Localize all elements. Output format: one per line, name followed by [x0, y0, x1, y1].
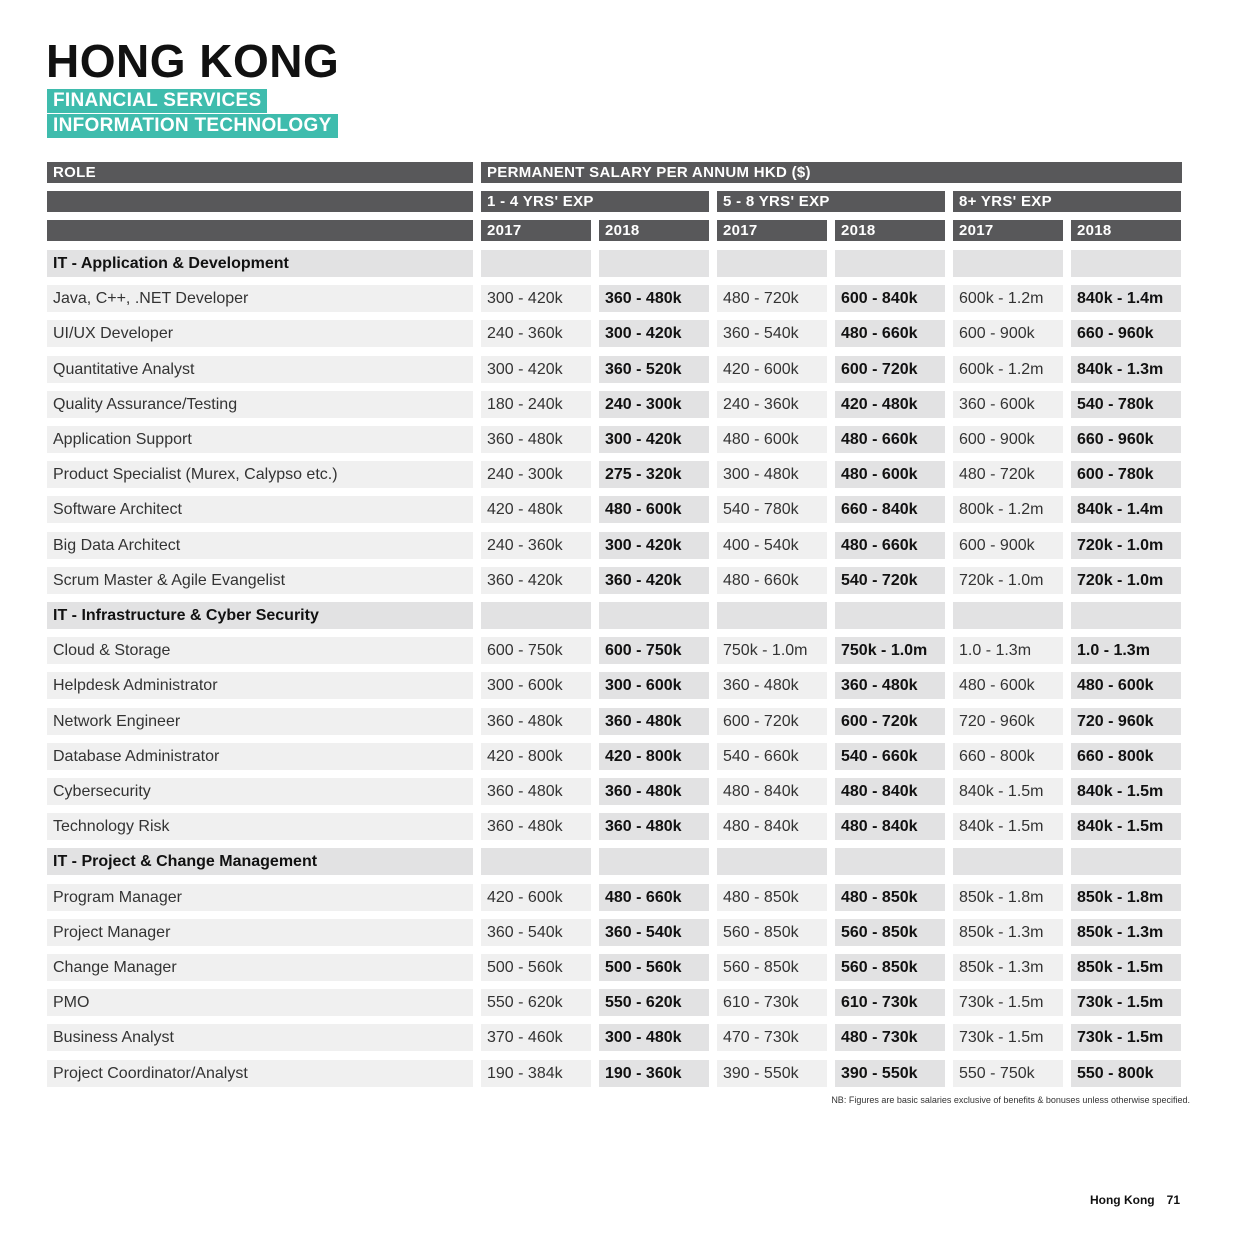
- salary-2018-cell: 660 - 960k: [1071, 426, 1181, 453]
- salary-2018-cell: 600 - 840k: [835, 285, 945, 312]
- salary-2018-cell: 550 - 620k: [599, 989, 709, 1016]
- salary-2017-cell: 850k - 1.3m: [953, 919, 1063, 946]
- salary-2017-cell: 300 - 420k: [481, 285, 591, 312]
- salary-2018-cell: 390 - 550k: [835, 1060, 945, 1087]
- salary-2017-cell: 480 - 600k: [953, 672, 1063, 699]
- role-label: Cloud & Storage: [47, 637, 473, 664]
- salary-2018-cell: 480 - 600k: [1071, 672, 1181, 699]
- salary-header: PERMANENT SALARY PER ANNUM HKD ($): [481, 162, 1182, 183]
- role-label: Application Support: [47, 426, 473, 453]
- role-label: Business Analyst: [47, 1024, 473, 1051]
- salary-2018-cell: 840k - 1.4m: [1071, 496, 1181, 523]
- salary-2017-cell: 360 - 540k: [481, 919, 591, 946]
- role-label: Quantitative Analyst: [47, 356, 473, 383]
- section-blank-cell: [599, 848, 709, 875]
- section-blank-cell: [953, 848, 1063, 875]
- year-header: 2017: [481, 220, 591, 241]
- section-blank-cell: [1071, 602, 1181, 629]
- salary-2018-cell: 480 - 840k: [835, 778, 945, 805]
- salary-2018-cell: 560 - 850k: [835, 954, 945, 981]
- salary-2017-cell: 550 - 750k: [953, 1060, 1063, 1087]
- salary-2018-cell: 480 - 660k: [835, 320, 945, 347]
- salary-2017-cell: 560 - 850k: [717, 919, 827, 946]
- salary-2018-cell: 840k - 1.5m: [1071, 813, 1181, 840]
- role-label: Helpdesk Administrator: [47, 672, 473, 699]
- salary-2018-cell: 480 - 660k: [599, 884, 709, 911]
- role-label: Java, C++, .NET Developer: [47, 285, 473, 312]
- salary-2017-cell: 420 - 480k: [481, 496, 591, 523]
- salary-2017-cell: 360 - 420k: [481, 567, 591, 594]
- salary-2018-cell: 720k - 1.0m: [1071, 567, 1181, 594]
- salary-2018-cell: 1.0 - 1.3m: [1071, 637, 1181, 664]
- salary-2017-cell: 480 - 600k: [717, 426, 827, 453]
- salary-2017-cell: 480 - 850k: [717, 884, 827, 911]
- role-label: Network Engineer: [47, 708, 473, 735]
- salary-2018-cell: 360 - 480k: [599, 813, 709, 840]
- salary-2017-cell: 600 - 900k: [953, 426, 1063, 453]
- salary-2018-cell: 850k - 1.5m: [1071, 954, 1181, 981]
- role-label: Technology Risk: [47, 813, 473, 840]
- salary-2017-cell: 1.0 - 1.3m: [953, 637, 1063, 664]
- salary-2017-cell: 480 - 720k: [953, 461, 1063, 488]
- salary-2017-cell: 480 - 840k: [717, 813, 827, 840]
- salary-2018-cell: 480 - 840k: [835, 813, 945, 840]
- footer-label: Hong Kong: [1089, 1193, 1155, 1207]
- salary-2018-cell: 730k - 1.5m: [1071, 989, 1181, 1016]
- salary-2017-cell: 600 - 900k: [953, 320, 1063, 347]
- salary-2018-cell: 540 - 660k: [835, 743, 945, 770]
- salary-2017-cell: 750k - 1.0m: [717, 637, 827, 664]
- role-label: PMO: [47, 989, 473, 1016]
- salary-2017-cell: 360 - 480k: [481, 813, 591, 840]
- salary-2018-cell: 840k - 1.3m: [1071, 356, 1181, 383]
- section-blank-cell: [835, 250, 945, 277]
- footnote: NB: Figures are basic salaries exclusive of benefits & bonuses unless otherwise specified.: [831, 1095, 1190, 1105]
- role-header-spacer: [47, 191, 473, 212]
- salary-2018-cell: 660 - 960k: [1071, 320, 1181, 347]
- salary-2017-cell: 470 - 730k: [717, 1024, 827, 1051]
- year-header: 2017: [717, 220, 827, 241]
- salary-2017-cell: 420 - 600k: [717, 356, 827, 383]
- role-label: Big Data Architect: [47, 532, 473, 559]
- salary-2018-cell: 300 - 480k: [599, 1024, 709, 1051]
- role-label: Program Manager: [47, 884, 473, 911]
- salary-2018-cell: 480 - 600k: [599, 496, 709, 523]
- role-header: ROLE: [47, 162, 473, 183]
- salary-2018-cell: 480 - 660k: [835, 532, 945, 559]
- salary-2017-cell: 360 - 480k: [717, 672, 827, 699]
- salary-2018-cell: 240 - 300k: [599, 391, 709, 418]
- salary-2017-cell: 720k - 1.0m: [953, 567, 1063, 594]
- salary-2017-cell: 840k - 1.5m: [953, 813, 1063, 840]
- salary-2018-cell: 480 - 850k: [835, 884, 945, 911]
- salary-2018-cell: 300 - 420k: [599, 426, 709, 453]
- salary-2018-cell: 660 - 800k: [1071, 743, 1181, 770]
- salary-2017-cell: 660 - 800k: [953, 743, 1063, 770]
- salary-2017-cell: 360 - 480k: [481, 778, 591, 805]
- salary-2018-cell: 480 - 730k: [835, 1024, 945, 1051]
- salary-2017-cell: 550 - 620k: [481, 989, 591, 1016]
- exp-group-header: 5 - 8 YRS' EXP: [717, 191, 945, 212]
- salary-2018-cell: 360 - 480k: [599, 778, 709, 805]
- salary-2017-cell: 480 - 660k: [717, 567, 827, 594]
- section-blank-cell: [481, 602, 591, 629]
- salary-2018-cell: 550 - 800k: [1071, 1060, 1181, 1087]
- salary-2017-cell: 600k - 1.2m: [953, 285, 1063, 312]
- page-title: HONG KONG: [46, 35, 340, 87]
- role-header-spacer: [47, 220, 473, 241]
- salary-2018-cell: 300 - 420k: [599, 320, 709, 347]
- salary-2018-cell: 300 - 420k: [599, 532, 709, 559]
- salary-2018-cell: 730k - 1.5m: [1071, 1024, 1181, 1051]
- section-blank-cell: [481, 250, 591, 277]
- year-header: 2018: [1071, 220, 1181, 241]
- salary-2017-cell: 480 - 720k: [717, 285, 827, 312]
- salary-2018-cell: 420 - 480k: [835, 391, 945, 418]
- salary-2018-cell: 360 - 420k: [599, 567, 709, 594]
- salary-2017-cell: 180 - 240k: [481, 391, 591, 418]
- salary-2018-cell: 360 - 480k: [835, 672, 945, 699]
- salary-2018-cell: 540 - 780k: [1071, 391, 1181, 418]
- salary-2017-cell: 480 - 840k: [717, 778, 827, 805]
- salary-2017-cell: 500 - 560k: [481, 954, 591, 981]
- salary-2018-cell: 500 - 560k: [599, 954, 709, 981]
- salary-2017-cell: 390 - 550k: [717, 1060, 827, 1087]
- salary-2017-cell: 850k - 1.3m: [953, 954, 1063, 981]
- section-blank-cell: [717, 602, 827, 629]
- salary-2018-cell: 300 - 600k: [599, 672, 709, 699]
- salary-2017-cell: 730k - 1.5m: [953, 1024, 1063, 1051]
- salary-2017-cell: 560 - 850k: [717, 954, 827, 981]
- role-label: Change Manager: [47, 954, 473, 981]
- role-label: Product Specialist (Murex, Calypso etc.): [47, 461, 473, 488]
- salary-2017-cell: 300 - 600k: [481, 672, 591, 699]
- salary-2018-cell: 610 - 730k: [835, 989, 945, 1016]
- section-blank-cell: [599, 250, 709, 277]
- salary-2018-cell: 540 - 720k: [835, 567, 945, 594]
- salary-2018-cell: 420 - 800k: [599, 743, 709, 770]
- page-number: 71: [1166, 1193, 1180, 1207]
- role-label: Project Manager: [47, 919, 473, 946]
- salary-2018-cell: 600 - 750k: [599, 637, 709, 664]
- salary-2018-cell: 750k - 1.0m: [835, 637, 945, 664]
- salary-2018-cell: 600 - 720k: [835, 708, 945, 735]
- year-header: 2018: [835, 220, 945, 241]
- section-blank-cell: [1071, 250, 1181, 277]
- salary-2017-cell: 300 - 420k: [481, 356, 591, 383]
- salary-2017-cell: 240 - 360k: [481, 320, 591, 347]
- section-blank-cell: [717, 250, 827, 277]
- salary-2017-cell: 360 - 600k: [953, 391, 1063, 418]
- section-blank-cell: [835, 848, 945, 875]
- sector-tag-it: INFORMATION TECHNOLOGY: [47, 114, 338, 138]
- salary-2017-cell: 420 - 600k: [481, 884, 591, 911]
- salary-2017-cell: 800k - 1.2m: [953, 496, 1063, 523]
- year-header: 2018: [599, 220, 709, 241]
- salary-2018-cell: 660 - 840k: [835, 496, 945, 523]
- salary-2017-cell: 600 - 720k: [717, 708, 827, 735]
- salary-2018-cell: 600 - 720k: [835, 356, 945, 383]
- section-blank-cell: [835, 602, 945, 629]
- salary-2018-cell: 720k - 1.0m: [1071, 532, 1181, 559]
- salary-2017-cell: 730k - 1.5m: [953, 989, 1063, 1016]
- exp-group-header: 8+ YRS' EXP: [953, 191, 1181, 212]
- salary-2017-cell: 610 - 730k: [717, 989, 827, 1016]
- salary-2017-cell: 300 - 480k: [717, 461, 827, 488]
- salary-2018-cell: 360 - 520k: [599, 356, 709, 383]
- salary-2017-cell: 360 - 480k: [481, 426, 591, 453]
- salary-2017-cell: 600k - 1.2m: [953, 356, 1063, 383]
- salary-2018-cell: 480 - 660k: [835, 426, 945, 453]
- role-label: Scrum Master & Agile Evangelist: [47, 567, 473, 594]
- salary-2018-cell: 720 - 960k: [1071, 708, 1181, 735]
- salary-2018-cell: 600 - 780k: [1071, 461, 1181, 488]
- section-blank-cell: [481, 848, 591, 875]
- salary-2017-cell: 360 - 540k: [717, 320, 827, 347]
- salary-2018-cell: 360 - 480k: [599, 285, 709, 312]
- salary-2017-cell: 240 - 360k: [481, 532, 591, 559]
- page-footer: [1090, 1193, 1180, 1207]
- section-blank-cell: [953, 250, 1063, 277]
- salary-2018-cell: 275 - 320k: [599, 461, 709, 488]
- salary-2018-cell: 850k - 1.8m: [1071, 884, 1181, 911]
- salary-2018-cell: 190 - 360k: [599, 1060, 709, 1087]
- salary-2017-cell: 850k - 1.8m: [953, 884, 1063, 911]
- salary-2017-cell: 540 - 660k: [717, 743, 827, 770]
- exp-group-header: 1 - 4 YRS' EXP: [481, 191, 709, 212]
- salary-2018-cell: 840k - 1.5m: [1071, 778, 1181, 805]
- salary-2018-cell: 480 - 600k: [835, 461, 945, 488]
- salary-2018-cell: 560 - 850k: [835, 919, 945, 946]
- role-label: Quality Assurance/Testing: [47, 391, 473, 418]
- salary-2017-cell: 240 - 300k: [481, 461, 591, 488]
- role-label: Database Administrator: [47, 743, 473, 770]
- salary-2017-cell: 190 - 384k: [481, 1060, 591, 1087]
- section-blank-cell: [717, 848, 827, 875]
- salary-2017-cell: 240 - 360k: [717, 391, 827, 418]
- salary-2017-cell: 360 - 480k: [481, 708, 591, 735]
- salary-2017-cell: 600 - 750k: [481, 637, 591, 664]
- salary-2017-cell: 400 - 540k: [717, 532, 827, 559]
- salary-2017-cell: 720 - 960k: [953, 708, 1063, 735]
- role-label: UI/UX Developer: [47, 320, 473, 347]
- section-blank-cell: [599, 602, 709, 629]
- salary-2018-cell: 850k - 1.3m: [1071, 919, 1181, 946]
- salary-2018-cell: 360 - 480k: [599, 708, 709, 735]
- sector-tag-financial: FINANCIAL SERVICES: [47, 89, 267, 113]
- section-blank-cell: [953, 602, 1063, 629]
- salary-2017-cell: 600 - 900k: [953, 532, 1063, 559]
- role-label: Software Architect: [47, 496, 473, 523]
- role-label: Cybersecurity: [47, 778, 473, 805]
- salary-2017-cell: 540 - 780k: [717, 496, 827, 523]
- year-header: 2017: [953, 220, 1063, 241]
- section-heading: IT - Infrastructure & Cyber Security: [47, 602, 473, 629]
- salary-2017-cell: 420 - 800k: [481, 743, 591, 770]
- salary-2017-cell: 840k - 1.5m: [953, 778, 1063, 805]
- salary-2018-cell: 360 - 540k: [599, 919, 709, 946]
- section-heading: IT - Application & Development: [47, 250, 473, 277]
- salary-2018-cell: 840k - 1.4m: [1071, 285, 1181, 312]
- section-heading: IT - Project & Change Management: [47, 848, 473, 875]
- salary-2017-cell: 370 - 460k: [481, 1024, 591, 1051]
- role-label: Project Coordinator/Analyst: [47, 1060, 473, 1087]
- section-blank-cell: [1071, 848, 1181, 875]
